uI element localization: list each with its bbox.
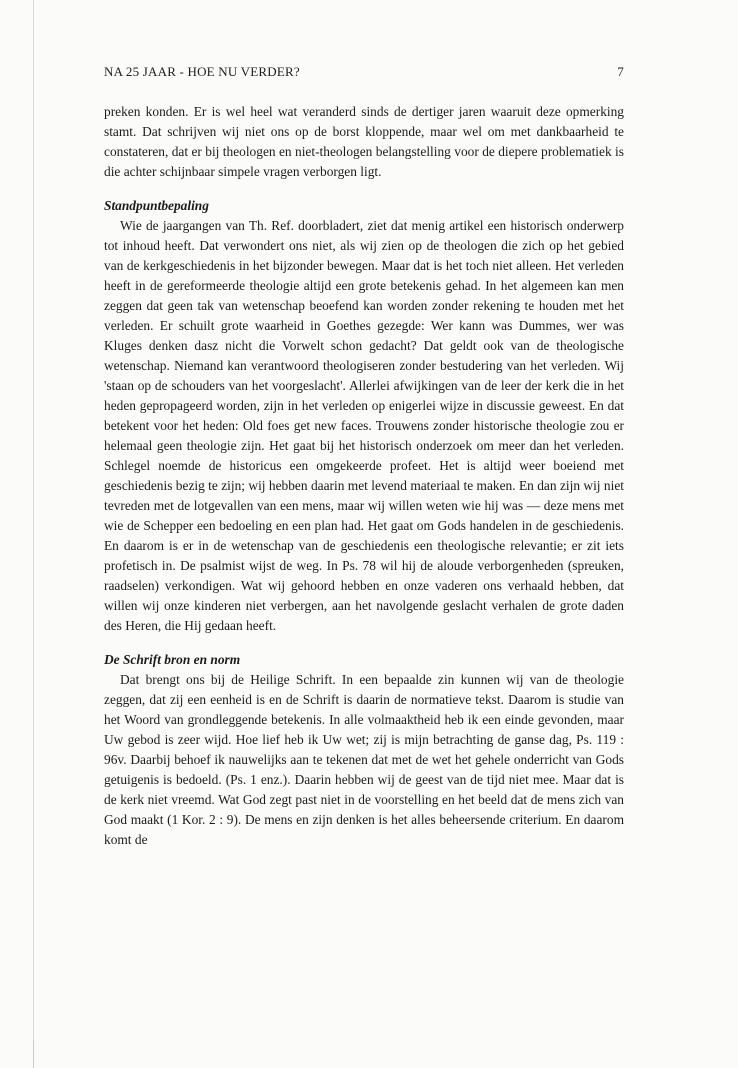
running-title: NA 25 JAAR - HOE NU VERDER? xyxy=(104,64,300,79)
body-text xyxy=(104,102,624,850)
intro-paragraph: preken konden. Er is wel heel wat veranderd sinds de dertiger jaren waaruit deze opmerking stamt. Dat schrijven wij niet ons op de borst kloppende, maar wel om met dankbaarheid te constateren, dat er bij theologen en niet-theologen belangstelling voor de diepere problematiek is die achter schijnbaar simpele vragen verborgen ligt. xyxy=(104,104,624,179)
section-heading-schrift-bron-en-norm: De Schrift bron en norm xyxy=(104,652,241,667)
page-number: 7 xyxy=(617,64,624,79)
page-gutter-mark xyxy=(33,1040,34,1068)
section-heading-standpuntbepaling: Standpuntbepaling xyxy=(104,198,209,213)
running-header xyxy=(104,64,624,86)
page-edge-line xyxy=(33,0,34,1068)
paragraph-schrift-bron-en-norm: Dat brengt ons bij de Heilige Schrift. In een bepaalde zin kunnen wij van de theologie zeggen, dat zij een eenheid is en de Schrift is daarin de normatieve tekst. Daarom is studie van het Woord van grondleggende betekenis. In alle volmaaktheid heb ik een einde gevonden, maar Uw gebod is zeer wijd. Hoe lief heb ik Uw wet; zij is mijn betrachting de ganse dag, Ps. 119 : 96v. Daarbij behoef ik nauwelijks aan te tekenen dat met de wet het gehele onderricht van Gods getuigenis is bedoeld. (Ps. 1 enz.). Daarin hebben wij de geest van de tijd niet mee. Maar dat is de kerk niet vreemd. Wat God zegt past niet in de voorstelling en het beeld dat de mens zich van God maakt (1 Kor. 2 : 9). De mens en zijn denken is het alles beheersende criterium. En daarom komt de xyxy=(104,672,624,847)
paragraph-standpuntbepaling: Wie de jaargangen van Th. Ref. doorbladert, ziet dat menig artikel een historisch onderwerp tot inhoud heeft. Dat verwondert ons niet, als wij zien op de theologen die zich op het gebied van de kerkgeschiedenis in het bijzonder bewegen. Maar dat is het toch niet alleen. Het verleden heeft in de gereformeerde theologie altijd een grote betekenis gehad. In het algemeen kan men zeggen dat geen tak van wetenschap beoefend kan worden zonder rekening te houden met het verleden. Er schuilt grote waarheid in Goethes gezegde: Wer kann was Dummes, wer was Kluges denken dasz nicht die Vorwelt schon gedacht? Dat geldt ook van de theologische wetenschap. Niemand kan verantwoord theologiseren zonder bestudering van het verleden. Wij 'staan op de schouders van het voorgeslacht'. Allerlei afwijkingen van de leer der kerk die in het heden gepropageerd worden, zijn in het verleden op enigerlei wijze in discussie geweest. En dat betekent voor het heden: Old foes get new faces. Trouwens zonder historische theologie zou er helemaal geen theologie zijn. Het gaat bij het historisch onderzoek om meer dan het verleden. Schlegel noemde de historicus een omgekeerde profeet. Het is altijd weer boeiend met geschiedenis bezig te zijn; wij hebben daarin met levend materiaal te maken. En dan zijn wij niet tevreden met de lotgevallen van een mens, maar wij willen weten wie hij was — deze mens met wie de Schepper een bedoeling en een plan had. Het gaat om Gods handelen in de geschiedenis. En daarom is er in de wetenschap van de geschiedenis een theologische relevantie; er zit iets profetisch in. De psalmist wijst de weg. In Ps. 78 wil hij de aloude verborgenheden (spreuken, raadselen) verkondigen. Wat wij gehoord hebben en onze vaderen ons verhaald hebben, dat willen wij onze kinderen niet verbergen, aan het navolgende geslacht verhalen de grote daden des Heren, die Hij gedaan heeft. xyxy=(104,218,624,633)
